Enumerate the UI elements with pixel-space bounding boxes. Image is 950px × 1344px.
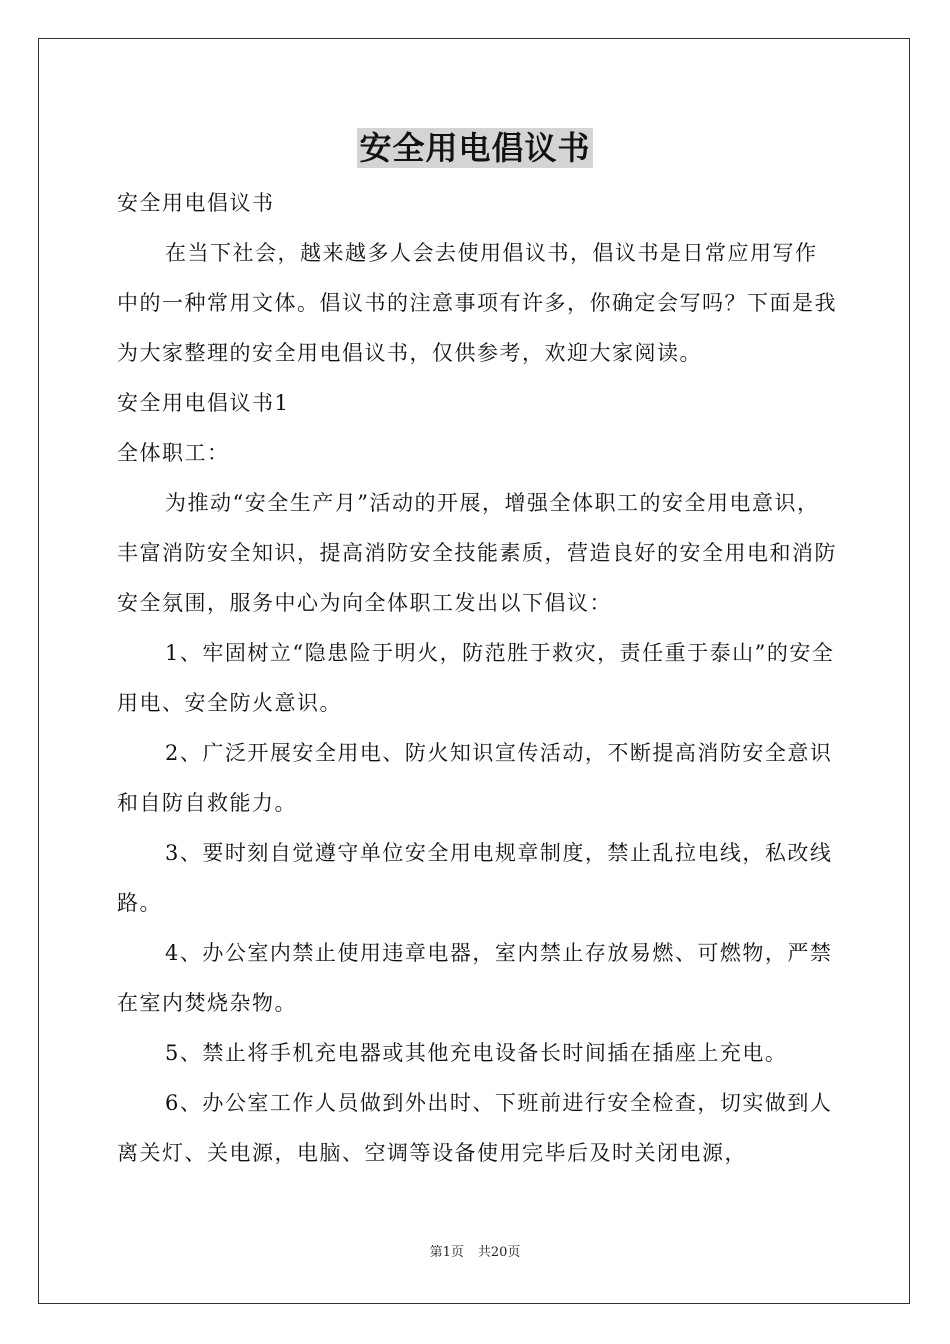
list-item: 5、禁止将手机充电器或其他充电设备长时间插在插座上充电。 bbox=[165, 1041, 788, 1065]
opening-paragraph: 为推动“安全生产月”活动的开展，增强全体职工的安全用电意识，丰富消防安全知识，提高消防安全技能素质，营造良好的安全用电和消防安全氛围，服务中心为向全体职工发出以下倡议： bbox=[117, 491, 837, 615]
list-item: 1、牢固树立“隐患险于明火，防范胜于救灾，责任重于泰山”的安全用电、安全防火意识。 bbox=[117, 641, 835, 715]
document-body bbox=[117, 178, 839, 1178]
page-number: 第1页 bbox=[429, 1245, 464, 1260]
subtitle: 安全用电倡议书 bbox=[117, 191, 275, 215]
salutation: 全体职工： bbox=[117, 441, 230, 465]
page-footer bbox=[0, 1244, 950, 1262]
section-heading: 安全用电倡议书1 bbox=[117, 391, 290, 415]
document-title: 安全用电倡议书 bbox=[359, 129, 591, 167]
page-total: 共20页 bbox=[477, 1245, 521, 1260]
intro-paragraph: 在当下社会，越来越多人会去使用倡议书，倡议书是日常应用写作中的一种常用文体。倡议书的注意事项有许多，你确定会写吗？下面是我为大家整理的安全用电倡议书，仅供参考，欢迎大家阅读。 bbox=[117, 241, 837, 365]
title-wrap bbox=[0, 128, 950, 168]
list-item: 4、办公室内禁止使用违章电器，室内禁止存放易燃、可燃物，严禁在室内焚烧杂物。 bbox=[117, 941, 833, 1015]
list-item: 3、要时刻自觉遵守单位安全用电规章制度，禁止乱拉电线，私改线路。 bbox=[117, 841, 833, 915]
list-item: 2、广泛开展安全用电、防火知识宣传活动，不断提高消防安全意识和自防自救能力。 bbox=[117, 741, 833, 815]
list-item: 6、办公室工作人员做到外出时、下班前进行安全检查，切实做到人离关灯、关电源，电脑、空调等设备使用完毕后及时关闭电源， bbox=[117, 1091, 833, 1165]
